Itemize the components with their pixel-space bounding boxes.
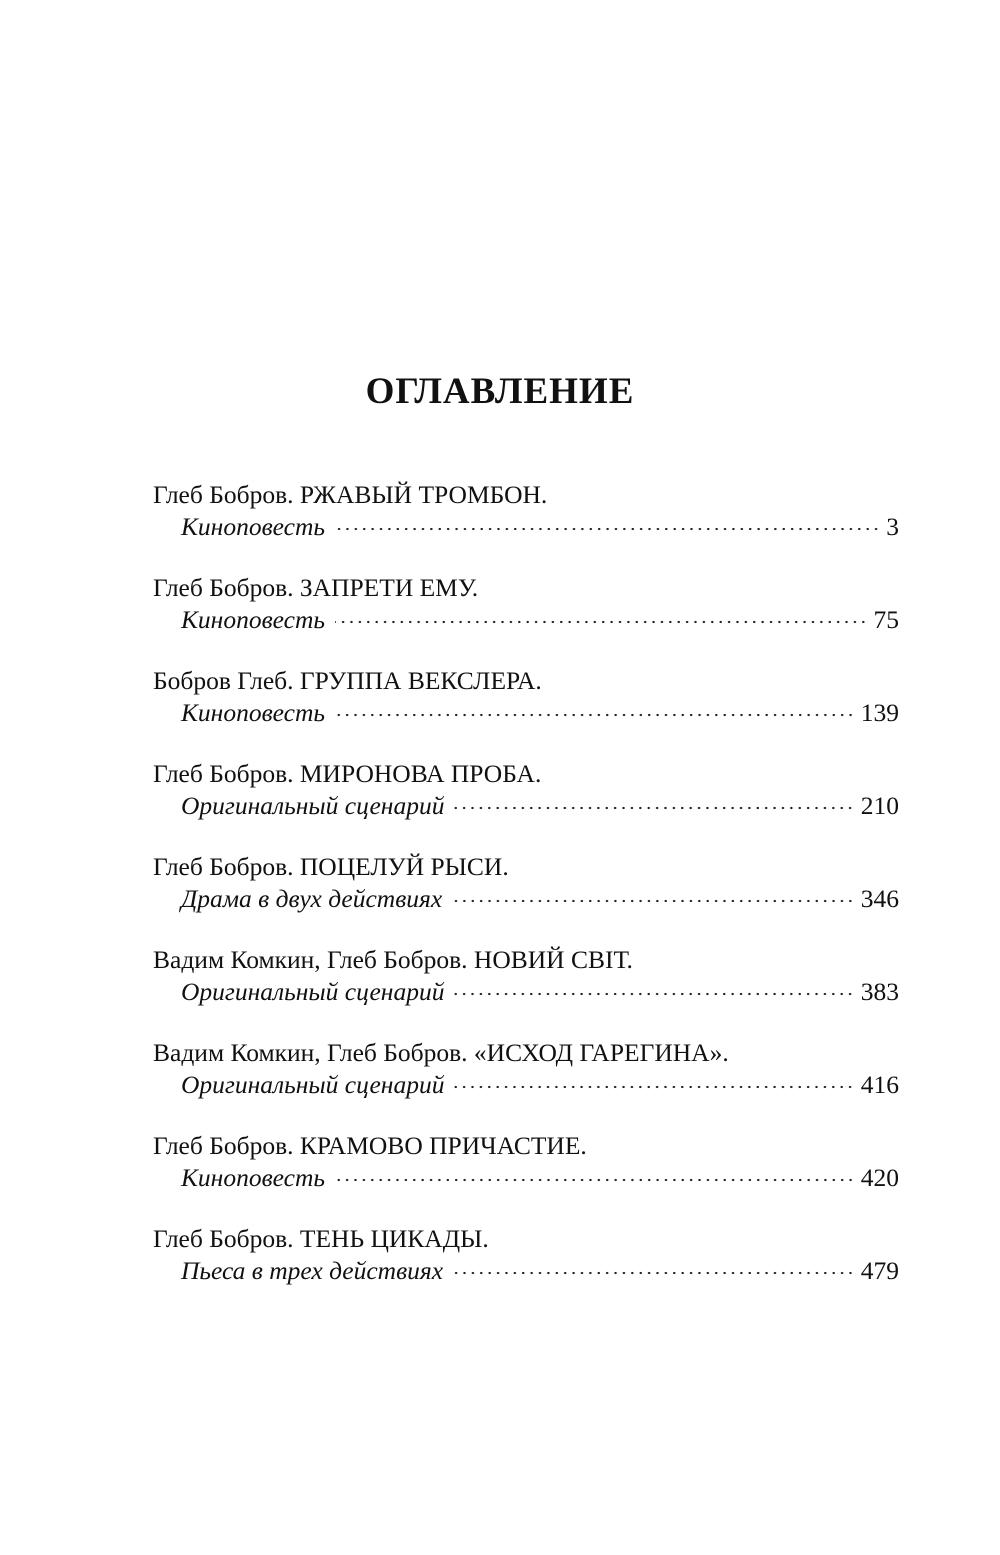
toc-entry[interactable] xyxy=(153,944,899,1037)
toc-entry-page: 210 xyxy=(860,791,899,820)
toc-entry[interactable] xyxy=(153,572,899,665)
toc-entry-genre: Киноповесть xyxy=(181,1163,325,1192)
toc-entry-line xyxy=(153,1255,899,1287)
toc-entry[interactable] xyxy=(153,1130,899,1223)
toc-entry-page: 383 xyxy=(860,977,899,1006)
toc-entry-genre: Киноповесть xyxy=(181,605,325,634)
toc-entry-page: 416 xyxy=(860,1070,899,1099)
toc-entry-title: Глеб Бобров. РЖАВЫЙ ТРОМБОН. xyxy=(153,480,548,509)
toc-entry-page: 75 xyxy=(873,605,899,634)
toc-entry-line xyxy=(153,511,899,543)
toc-entry-title: Глеб Бобров. ТЕНЬ ЦИКАДЫ. xyxy=(153,1224,489,1253)
toc-entry-title: Бобров Глеб. ГРУППА ВЕКСЛЕРА. xyxy=(153,666,542,695)
toc-entry[interactable] xyxy=(153,758,899,851)
toc-entry-genre: Киноповесть xyxy=(181,512,325,541)
toc-entry[interactable] xyxy=(153,851,899,944)
toc-entry-line xyxy=(153,790,899,822)
toc-entry[interactable] xyxy=(153,665,899,758)
toc-entry-line xyxy=(153,604,899,636)
toc-entry-page: 139 xyxy=(860,698,899,727)
toc-entry-title: Глеб Бобров. ПОЦЕЛУЙ РЫСИ. xyxy=(153,852,509,881)
toc-entry-title: Глеб Бобров. КРАМОВО ПРИЧАСТИЕ. xyxy=(153,1131,587,1160)
toc-entry[interactable] xyxy=(153,1223,899,1316)
toc-entry-page: 420 xyxy=(860,1163,899,1192)
dot-leader xyxy=(452,899,855,903)
toc-entry-page: 3 xyxy=(886,512,899,541)
dot-leader xyxy=(335,1178,855,1182)
toc-entry-title: Глеб Бобров. МИРОНОВА ПРОБА. xyxy=(153,759,542,788)
toc-entry-genre: Оригинальный сценарий xyxy=(181,1070,445,1099)
dot-leader xyxy=(454,992,854,996)
toc-entry[interactable] xyxy=(153,1037,899,1130)
toc-entry-page: 479 xyxy=(860,1256,899,1285)
toc-entry-line xyxy=(153,1162,899,1194)
toc-entry-title: Вадим Комкин, Глеб Бобров. НОВИЙ СВІТ. xyxy=(153,945,633,974)
toc-entry-line xyxy=(153,697,899,729)
toc-entry-line xyxy=(153,976,899,1008)
toc-entry-page: 346 xyxy=(860,884,899,913)
dot-leader xyxy=(454,1085,854,1089)
toc-entry-genre: Пьеса в трех действиях xyxy=(181,1256,444,1285)
dot-leader xyxy=(454,806,854,810)
toc-entry-genre: Киноповесть xyxy=(181,698,325,727)
toc-entry-title: Вадим Комкин, Глеб Бобров. «ИСХОД ГАРЕГИНА». xyxy=(153,1038,729,1067)
toc-entry-genre: Оригинальный сценарий xyxy=(181,791,445,820)
dot-leader xyxy=(335,620,868,624)
dot-leader xyxy=(453,1271,855,1275)
dot-leader xyxy=(335,527,880,531)
toc-entry-line xyxy=(153,883,899,915)
toc-entry-genre: Драма в двух действиях xyxy=(181,884,443,913)
toc-entry-genre: Оригинальный сценарий xyxy=(181,977,445,1006)
page-title: ОГЛАВЛЕНИЕ xyxy=(365,371,635,412)
toc-entry[interactable] xyxy=(153,479,899,572)
table-of-contents xyxy=(153,479,899,1316)
toc-entry-line xyxy=(153,1069,899,1101)
dot-leader xyxy=(335,713,855,717)
toc-entry-title: Глеб Бобров. ЗАПРЕТИ ЕМУ. xyxy=(153,573,479,602)
